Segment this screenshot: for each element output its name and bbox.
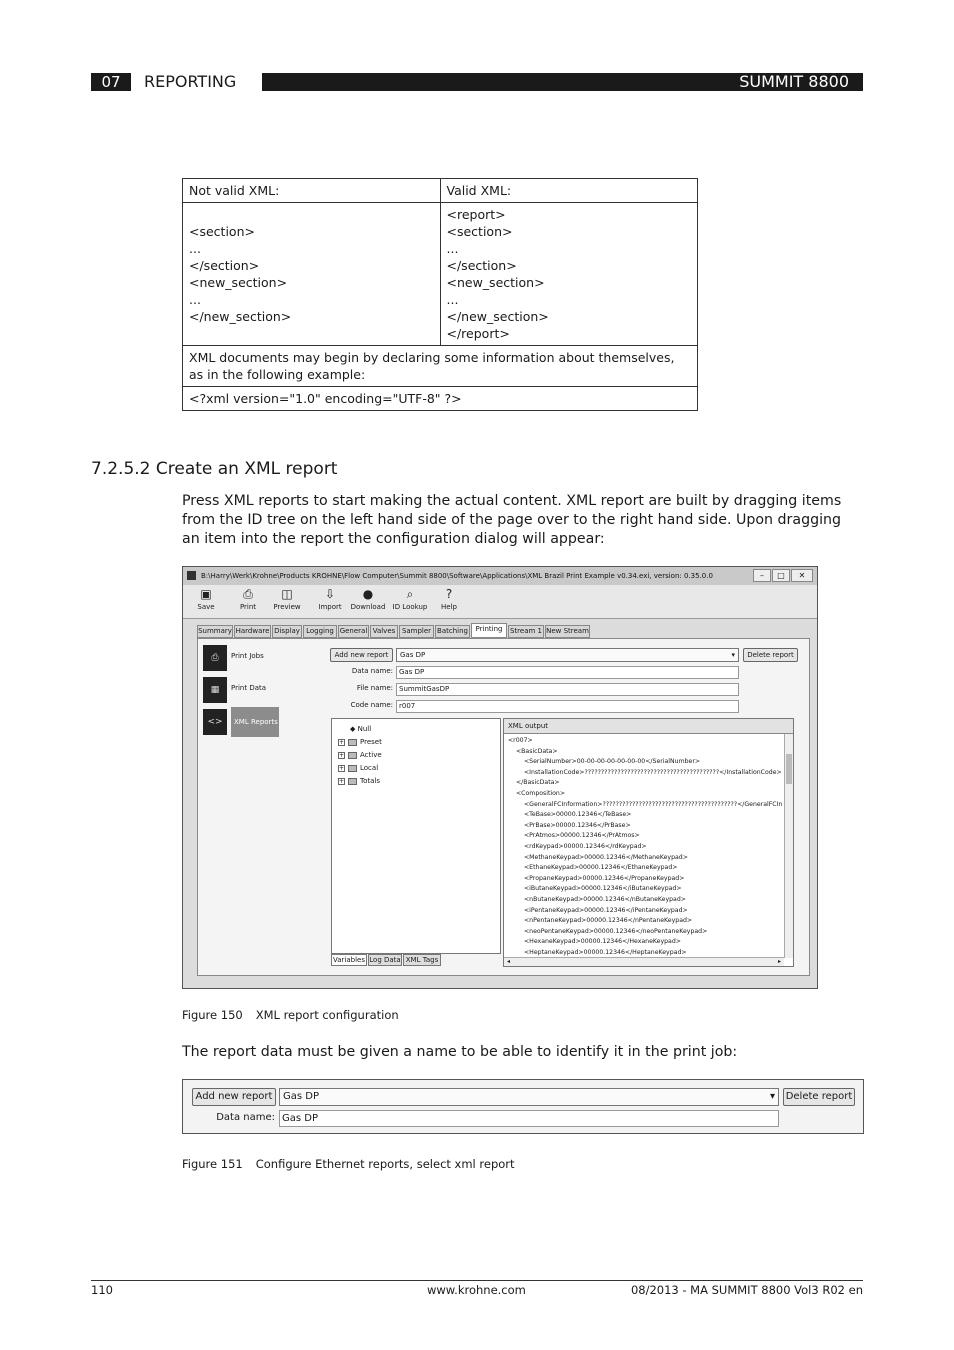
- data-name-label: Data name:: [351, 667, 393, 675]
- tab-variables[interactable]: Variables: [333, 956, 365, 964]
- footer-rule: [91, 1280, 863, 1281]
- xml-line: </BasicData>: [516, 779, 560, 787]
- download-icon: ●: [362, 587, 374, 601]
- tab-hardware[interactable]: Hardware: [234, 625, 271, 638]
- window-title: B:\Harry\Werk\Krohne\Products KROHNE\Flow Computer\Summit 8800\Software\Applications\XML Brazil Print Example v0.34.exi, version: 0.35.0.0: [201, 572, 713, 580]
- add-new-report-button[interactable]: Add new report: [192, 1088, 276, 1106]
- page-number: 110: [91, 1283, 113, 1297]
- xml-line: <rdKeypad>00000.12346</rdKeypad>: [524, 842, 647, 850]
- preview-icon: ◫: [281, 587, 293, 601]
- tree-node-totals[interactable]: + Totals: [339, 777, 380, 785]
- delete-report-button[interactable]: Delete report: [783, 1088, 855, 1106]
- tab-summary[interactable]: Summary: [197, 625, 233, 638]
- chevron-down-icon: ▾: [731, 651, 735, 659]
- scroll-left-icon[interactable]: ◂: [507, 958, 511, 965]
- report-select[interactable]: Gas DP ▾: [279, 1088, 779, 1106]
- tab-sampler[interactable]: Sampler: [399, 625, 434, 638]
- horizontal-scrollbar[interactable]: [504, 957, 784, 966]
- mid-paragraph: The report data must be given a name to be able to identify it in the print job:: [182, 1044, 738, 1060]
- tab-logging[interactable]: Logging: [303, 625, 337, 638]
- import-button[interactable]: ⇩ Import: [318, 587, 342, 611]
- app-icon: [187, 571, 196, 580]
- file-name-label: File name:: [356, 684, 393, 692]
- xml-note: XML documents may begin by declaring some information about themselves, as in the following example:: [183, 346, 698, 387]
- xml-output-title: XML output: [504, 719, 793, 734]
- page-header: [91, 73, 863, 91]
- expand-icon[interactable]: +: [339, 764, 345, 772]
- print-icon: ⎙: [243, 587, 253, 601]
- code-name-field[interactable]: r007: [396, 700, 739, 713]
- id-tree: [331, 718, 501, 954]
- tab-valves[interactable]: Valves: [370, 625, 398, 638]
- help-button[interactable]: ? Help: [441, 587, 457, 611]
- xml-output-pane: [503, 718, 794, 967]
- chevron-down-icon: ▾: [769, 1091, 775, 1102]
- expand-icon[interactable]: +: [339, 777, 345, 785]
- save-icon: ▣: [200, 587, 212, 601]
- figure-151-caption: Figure 151 Configure Ethernet reports, select xml report: [182, 1157, 515, 1171]
- header-bar: [262, 73, 863, 91]
- data-name-label: Data name:: [216, 1112, 275, 1123]
- xml-line: <EthaneKeypad>00000.12346</EthaneKeypad>: [524, 864, 678, 872]
- xml-line: <PrAtmos>00000.12346</PrAtmos>: [524, 832, 640, 840]
- report-selector-strip: [182, 1079, 864, 1134]
- xml-tags-icon: <>: [203, 709, 227, 735]
- xml-line: <PropaneKeypad>00000.12346</PropaneKeypad>: [524, 874, 685, 882]
- tab-xml-tags[interactable]: XML Tags: [403, 954, 441, 966]
- save-button[interactable]: ▣ Save: [197, 587, 215, 611]
- close-icon[interactable]: ✕: [791, 569, 813, 582]
- import-icon: ⇩: [324, 587, 336, 601]
- xml-line: <neoPentaneKeypad>00000.12346</neoPentaneKeypad>: [524, 927, 708, 935]
- maximize-icon[interactable]: □: [772, 569, 790, 582]
- delete-report-button[interactable]: Delete report: [743, 648, 798, 662]
- nav-print-jobs[interactable]: ⎙ Print Jobs: [201, 643, 321, 673]
- xml-line: <iPentaneKeypad>00000.12346</iPentaneKeypad>: [524, 906, 688, 914]
- nav-print-data[interactable]: ▦ Print Data: [201, 675, 321, 705]
- tree-node-null[interactable]: ◆ Null: [350, 725, 372, 733]
- printer-icon: ⎙: [203, 645, 227, 671]
- scroll-thumb[interactable]: [786, 754, 792, 784]
- document-reference: 08/2013 - MA SUMMIT 8800 Vol3 R02 en: [630, 1283, 863, 1297]
- xml-declaration: <?xml version="1.0" encoding="UTF-8" ?>: [183, 387, 698, 411]
- xml-output-text: [504, 736, 784, 956]
- toolbar: [183, 585, 817, 619]
- xml-line: <SerialNumber>00-00-00-00-00-00-00</SerialNumber>: [524, 758, 701, 766]
- xml-line: <nButaneKeypad>00000.12346</nButaneKeypad>: [524, 895, 686, 903]
- xml-line: <BasicData>: [516, 747, 558, 755]
- id-lookup-button[interactable]: ⌕ ID Lookup: [392, 587, 428, 611]
- chapter-number: 07: [91, 73, 131, 91]
- report-select[interactable]: Gas DP ▾: [396, 648, 739, 662]
- xml-comparison-table: [182, 178, 698, 411]
- vertical-scrollbar[interactable]: [784, 734, 793, 958]
- tree-node-local[interactable]: + Local: [339, 764, 379, 772]
- preview-button[interactable]: ◫ Preview: [273, 587, 301, 611]
- tab-stream-1[interactable]: Stream 1: [508, 625, 544, 638]
- tree-node-active[interactable]: + Active: [339, 751, 382, 759]
- xml-report-window: [182, 566, 818, 989]
- not-valid-header: Not valid XML:: [183, 179, 441, 203]
- xml-line: <r007>: [508, 737, 533, 744]
- xml-line: <InstallationCode>?????????????????????????????????????????</InstallationCode>: [524, 768, 782, 776]
- xml-line: <TeBase>00000.12346</TeBase>: [524, 811, 632, 819]
- section-intro: Press XML reports to start making the actual content. XML report are built by dragging items from the ID tree on the left hand side of the page over to the right hand side. Upon dragging an item into the report the configuration dialog will appear:: [182, 493, 842, 547]
- xml-line: <GeneralFCInformation>?????????????????????????????????????????</GeneralFCIn: [524, 800, 783, 808]
- scroll-right-icon[interactable]: ▸: [777, 958, 781, 965]
- tab-batching[interactable]: Batching: [435, 625, 470, 638]
- section-heading: 7.2.5.2 Create an XML report: [91, 459, 338, 479]
- folder-icon: [348, 778, 357, 785]
- folder-icon: [348, 752, 357, 759]
- data-name-field[interactable]: Gas DP: [396, 666, 739, 679]
- diamond-icon: ◆: [350, 725, 356, 733]
- tab-general[interactable]: General: [338, 625, 369, 638]
- chapter-title: REPORTING: [144, 72, 237, 91]
- valid-header: Valid XML:: [440, 179, 698, 203]
- xml-line: <HexaneKeypad>00000.12346</HexaneKeypad>: [524, 938, 681, 946]
- minimize-icon[interactable]: –: [753, 569, 771, 582]
- window-titlebar: [183, 567, 817, 585]
- tab-display[interactable]: Display: [272, 625, 302, 638]
- download-button[interactable]: ● Download: [350, 587, 386, 611]
- expand-icon[interactable]: +: [339, 751, 345, 759]
- window-controls: [753, 569, 815, 582]
- tree-node-preset[interactable]: + Preset: [339, 738, 382, 746]
- xml-line: <iButaneKeypad>00000.12346</iButaneKeypad>: [524, 885, 682, 893]
- xml-line: <Composition>: [516, 789, 566, 797]
- figure-150-caption: Figure 150 XML report configuration: [182, 1008, 399, 1022]
- tab-printing[interactable]: Printing: [471, 623, 507, 638]
- xml-line: <MethaneKeypad>00000.12346</MethaneKeypad>: [524, 853, 688, 861]
- add-new-report-button[interactable]: Add new report: [330, 648, 393, 662]
- xml-line: <PrBase>00000.12346</PrBase>: [524, 821, 631, 829]
- data-icon: ▦: [203, 677, 227, 703]
- expand-icon[interactable]: +: [339, 738, 345, 746]
- tab-log-data[interactable]: Log Data: [369, 956, 401, 964]
- not-valid-code: <section> ... </section> <new_section> ... </new_section>: [183, 203, 441, 346]
- code-name-label: Code name:: [350, 701, 393, 709]
- footer-website[interactable]: www.krohne.com: [427, 1283, 526, 1297]
- lookup-icon: ⌕: [406, 587, 414, 601]
- tab-new-stream[interactable]: New Stream: [545, 625, 590, 638]
- xml-line: <nPentaneKeypad>00000.12346</nPentaneKeypad>: [524, 917, 693, 925]
- nav-xml-reports[interactable]: <> XML Reports: [201, 707, 321, 737]
- file-name-field[interactable]: SummitGasDP: [396, 683, 739, 696]
- print-button[interactable]: ⎙ Print: [239, 587, 257, 611]
- xml-line: <HeptaneKeypad>00000.12346</HeptaneKeypad>: [524, 948, 687, 956]
- data-name-field[interactable]: Gas DP: [279, 1110, 779, 1127]
- folder-icon: [348, 765, 357, 772]
- folder-icon: [348, 739, 357, 746]
- product-name: SUMMIT 8800: [739, 72, 849, 91]
- help-icon: ?: [445, 587, 453, 601]
- valid-code: <report> <section> ... </section> <new_section> ... </new_section> </report>: [440, 203, 698, 346]
